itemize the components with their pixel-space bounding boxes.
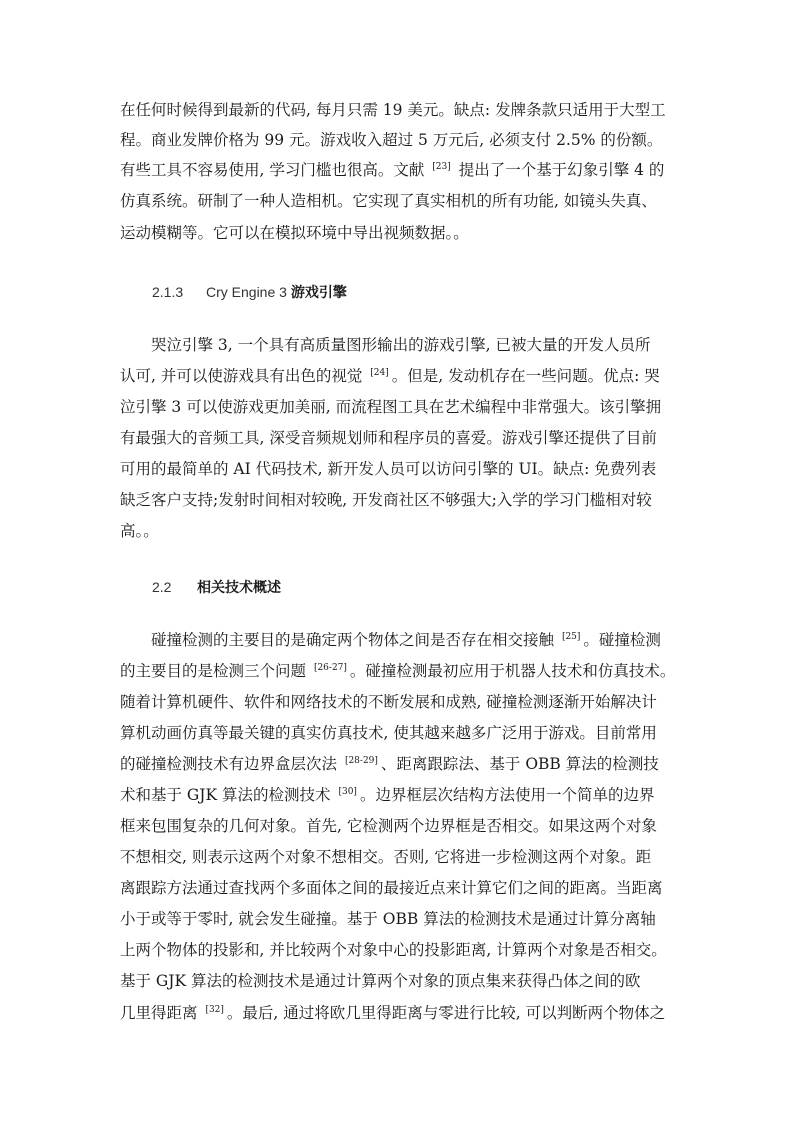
text-run: 有最强大的音频工具, 深受音频规划师和程序员的喜爱。游戏引擎还提供了目前 [120,429,657,447]
text-run: 运动模糊等。它可以在模拟环境中导出视频数据。。 [120,224,469,242]
paragraph-1-line [120,130,680,150]
paragraph-2-line [120,366,680,386]
citation-ref: [25] [561,632,581,642]
paragraph-3-line [120,940,680,960]
text-run: 的主要目的是检测三个问题 [120,662,311,680]
paragraph-2-line [120,521,680,541]
text-run: 。碰撞检测最初应用于机器人技术和仿真技术。 [349,662,676,680]
text-run: 几里得距离 [120,1004,203,1022]
text-run: 、距离跟踪法、基于 OBB 算法的检测技 [380,755,659,773]
text-run: 可用的最简单的 AI 代码技术, 新开发人员可以访问引擎的 UI。缺点: 免费列表 [120,460,657,478]
text-run: 泣引擎 3 可以使游戏更加美丽, 而流程图工具在艺术编程中非常强大。该引擎拥 [120,398,662,416]
paragraph-3-line [120,909,680,929]
text-run: 有些工具不容易使用, 学习门槛也很高。文献 [120,161,430,179]
text-run: 。但是, 发动机存在一些问题。优点: 哭 [391,367,660,385]
paragraph-3-line [120,692,680,712]
paragraph-3-line [120,630,680,650]
text-run: 不想相交, 则表示这两个对象不想相交。否则, 它将进一步检测这两个对象。距 [120,848,652,866]
text-run: 基于 GJK 算法的检测技术是通过计算两个对象的顶点集来获得凸体之间的欧 [120,972,641,990]
paragraph-1-line [120,191,680,211]
citation-ref: [26-27] [313,663,347,673]
citation-ref: [32] [205,1005,224,1015]
section-title [206,282,347,303]
section-number: 2.2 [152,579,172,595]
text-run: 认可, 并可以使游戏具有出色的视觉 [120,367,368,385]
text-run: 。碰撞检测 [583,631,661,649]
paragraph-3-line [120,816,680,836]
paragraph-3-line [120,754,680,774]
paragraph-2-line [120,335,680,355]
paragraph-2-line [120,428,680,448]
citation-ref: [23] [432,162,451,172]
text-run: 。边界框层次结构方法使用一个简单的边界 [359,786,655,804]
citation-ref: [24] [370,368,389,378]
text-run: 随着计算机硬件、软件和网络技术的不断发展和成熟, 碰撞检测逐渐开始解决计 [120,693,657,711]
text-run: 哭泣引擎 3, 一个具有高质量图形输出的游戏引擎, 已被大量的开发人员所 [120,336,651,354]
paragraph-3-line [120,878,680,898]
text-run: 碰撞检测的主要目的是确定两个物体之间是否存在相交接触 [120,631,559,649]
text-run: 小于或等于零时, 就会发生碰撞。基于 OBB 算法的检测技术是通过计算分离轴 [120,910,656,928]
text-run: 的碰撞检测技术有边界盒层次法 [120,755,342,773]
text-run: 框来包围复杂的几何对象。首先, 它检测两个边界框是否相交。如果这两个对象 [120,817,657,835]
text-run: 。最后, 通过将欧几里得距离与零进行比较, 可以判断两个物体之 [226,1004,666,1022]
paragraph-2-line [120,459,680,479]
section-number: 2.1.3 [152,284,184,300]
section-heading-2-2 [152,577,281,597]
paragraph-3-line [120,785,680,805]
text-run: 在任何时候得到最新的代码, 每月只需 19 美元。缺点: 发牌条款只适用于大型工 [120,101,666,119]
text-run: 离跟踪方法通过查找两个多面体之间的最接近点来计算它们之间的距离。当距离 [120,879,663,897]
citation-ref: [28-29] [344,756,378,766]
text-run: 算机动画仿真等最关键的真实仿真技术, 使其越来越多广泛用于游戏。目前常用 [120,724,657,742]
section-title-cjk: 游戏引擎 [290,285,347,301]
text-run: 仿真系统。研制了一种人造相机。它实现了真实相机的所有功能, 如镜头失真、 [120,192,657,210]
text-run: 术和基于 GJK 算法的检测技术 [120,786,336,804]
text-run: 上两个物体的投影和, 并比较两个对象中心的投影距离, 计算两个对象是否相交。 [120,941,667,959]
paragraph-1-line [120,160,680,180]
section-title [197,578,281,598]
paragraph-1-line [120,100,680,120]
text-run: 程。商业发牌价格为 99 元。游戏收入超过 5 万元后, 必须支付 2.5% 的份额。 [120,131,663,149]
section-title-latin: Cry Engine 3 [206,284,291,300]
paragraph-3-line [120,971,680,991]
paragraph-2-line [120,490,680,510]
text-run: 提出了一个基于幻象引擎 4 的 [453,161,665,179]
section-title-cjk: 相关技术概述 [197,580,281,596]
citation-ref: [30] [338,787,357,797]
text-run: 缺乏客户支持;发射时间相对较晚, 开发商社区不够强大;入学的学习门槛相对较 [120,491,652,509]
paragraph-2-line [120,397,680,417]
paragraph-3-line [120,661,680,681]
paragraph-3-line [120,723,680,743]
text-run: 高。。 [120,522,159,540]
paragraph-3-line [120,847,680,867]
paragraph-3-line [120,1003,680,1023]
paragraph-1-line [120,223,680,243]
section-heading-2-1-3 [152,282,347,302]
